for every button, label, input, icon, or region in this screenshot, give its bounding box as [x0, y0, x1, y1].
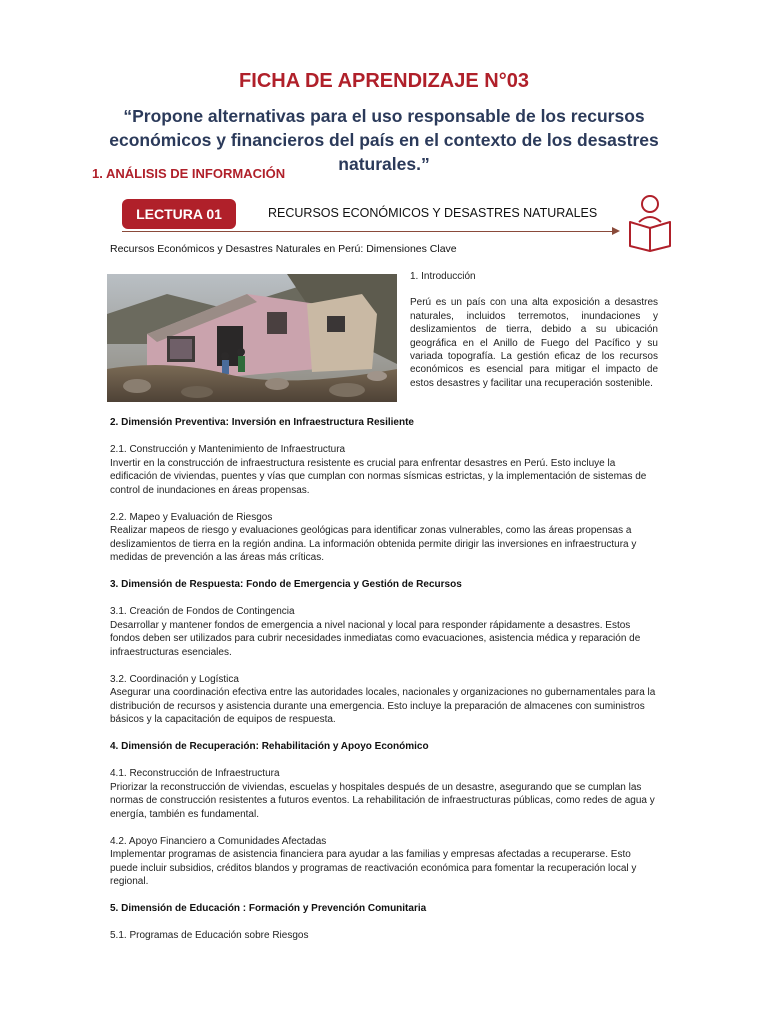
subsection-4-2-text: Implementar programas de asistencia financiera para ayudar a las familias y empresas afectadas a recuperarse. Esto puede incluir subsidios, créditos blandos y programas de reactivación económica para fomentar la recuperación local y regional. [110, 849, 637, 887]
arrow-line [122, 231, 616, 232]
introduction-heading: 1. Introducción [410, 271, 476, 282]
lectura-title: RECURSOS ECONÓMICOS Y DESASTRES NATURALES [268, 206, 598, 220]
lectura-badge: LECTURA 01 [122, 199, 236, 229]
section-heading: 1. ANÁLISIS DE INFORMACIÓN [92, 166, 286, 181]
person-reading-book-icon [626, 192, 674, 252]
introduction-text: Perú es un país con una alta exposición a desastres naturales, incluidos terremotos, inundaciones y deslizamientos de tierra, debido a su ubicación geográfica en el Anillo de Fuego del Pacífico y su variada topografía. La gestión eficaz de los recursos económicos es esencial para mitigar el impacto de estos desastres y facilitar una recuperación sostenible. [410, 297, 658, 389]
subsection-4-1-heading: 4.1. Reconstrucción de Infraestructura [110, 768, 280, 779]
page-subtitle: “Propone alternativas para el uso responsable de los recursos económicos y financieros del país en el contexto de los desastres naturales.” [109, 106, 659, 174]
subsection-2-1-text: Invertir en la construcción de infraestructura resistente es crucial para enfrentar desastres en Perú. Esto incluye la edificación de viviendas, puentes y vías que cumplan con normas sísmicas estrictas, y la implementación de sistemas de control de inundaciones en áreas propensas. [110, 457, 647, 496]
subsection-4-1-text: Priorizar la reconstrucción de viviendas, escuelas y hospitales después de un desastre, asegurando que se cumplan las normas de construcción resistentes a futuros eventos. La rehabilitación de infraestructuras públicas, como redes de agua y energía, también es fundamental. [110, 781, 655, 820]
landslide-damaged-house-photo [107, 274, 397, 402]
subsection-2-2-text: Realizar mapeos de riesgo y evaluaciones geológicas para identificar zonas vulnerables, como las áreas propensas a deslizamientos de tierra en la región andina. La información obtenida permite dirigir las inversiones en infraestructura y medidas de prevención a las áreas más críticas. [110, 525, 637, 563]
section-4-heading: 4. Dimensión de Recuperación: Rehabilitación y Apoyo Económico [110, 741, 429, 752]
subsection-3-2-text: Asegurar una coordinación efectiva entre las autoridades locales, nacionales y organizaciones no gubernamentales para la distribución de recursos y asistencia durante una emergencia. Esto incluye la preparación de almacenes con suministros básicos y la capacitación de equipos de respuesta. [110, 687, 656, 725]
subsection-3-2-heading: 3.2. Coordinación y Logística [110, 673, 239, 685]
section-2-heading: 2. Dimensión Preventiva: Inversión en Infraestructura Resiliente [110, 417, 414, 428]
page-title: FICHA DE APRENDIZAJE N°03 [239, 70, 529, 92]
subsection-5-1-heading: 5.1. Programas de Educación sobre Riesgos [110, 930, 309, 941]
section-3-heading: 3. Dimensión de Respuesta: Fondo de Emergencia y Gestión de Recursos [110, 579, 462, 590]
arrow-head-icon [612, 227, 620, 235]
subsection-4-2-heading: 4.2. Apoyo Financiero a Comunidades Afectadas [110, 835, 327, 847]
document-body [110, 416, 658, 956]
subsection-2-1-heading: 2.1. Construcción y Mantenimiento de Infraestructura [110, 444, 346, 455]
introduction-block [410, 270, 658, 390]
section-5-heading: 5. Dimensión de Educación : Formación y Prevención Comunitaria [110, 903, 427, 914]
subsection-3-1-heading: 3.1. Creación de Fondos de Contingencia [110, 606, 295, 617]
subsection-3-1-text: Desarrollar y mantener fondos de emergencia a nivel nacional y local para responder rápidamente a desastres. Estos fondos deben ser utilizados para cubrir necesidades inmediatas como evacuaciones, asistencia médica y reparación de infraestructuras esenciales. [110, 619, 641, 658]
document-subheading: Recursos Económicos y Desastres Naturales en Perú: Dimensiones Clave [110, 243, 457, 255]
subsection-2-2-heading: 2.2. Mapeo y Evaluación de Riesgos [110, 511, 273, 523]
